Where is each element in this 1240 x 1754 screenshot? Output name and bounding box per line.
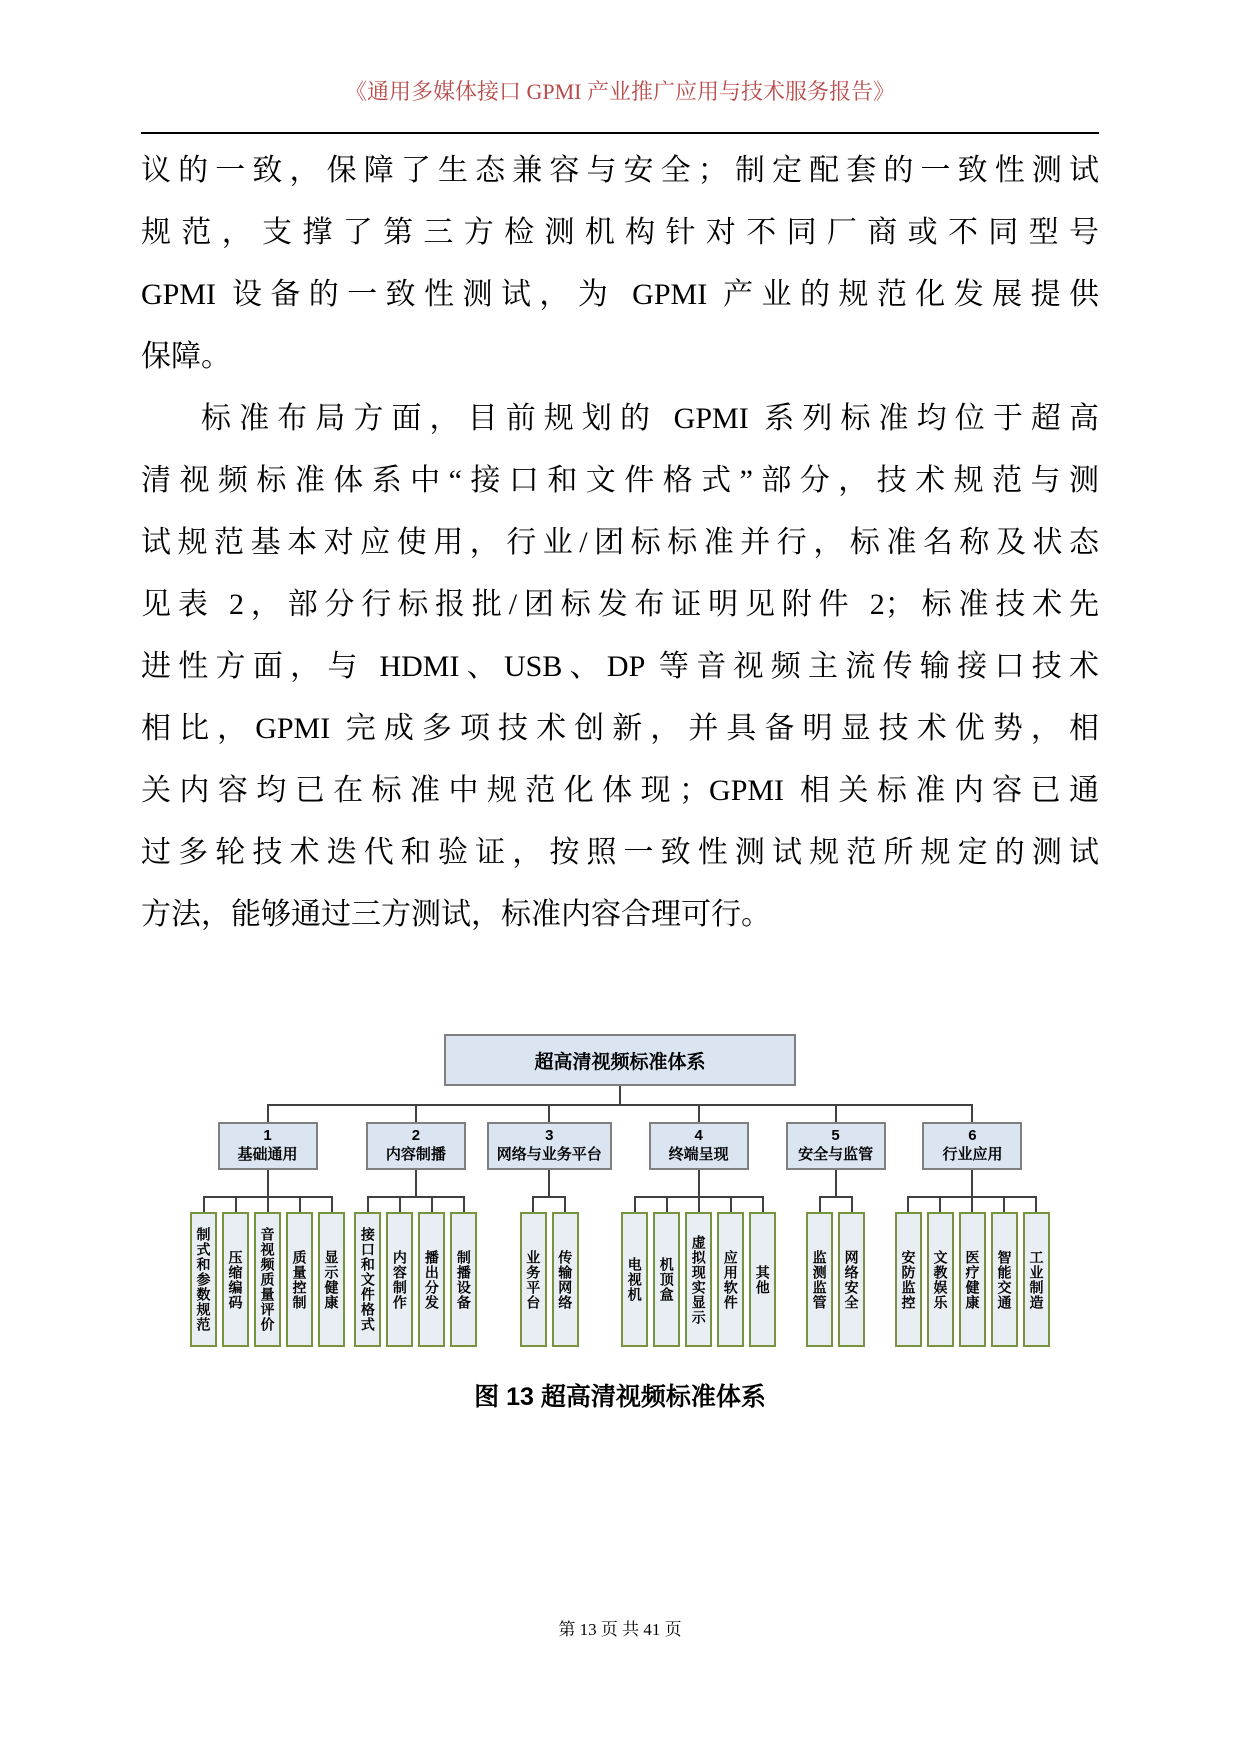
leaf-box: 播出分发 (418, 1212, 445, 1347)
leaf-area (806, 1196, 865, 1347)
figure-caption: 图 13 超高清视频标准体系 (474, 1383, 766, 1411)
connector-line (835, 1170, 837, 1196)
leaf-box: 内容制作 (386, 1212, 413, 1347)
connector-line (532, 1196, 534, 1212)
diagram-group-5 (786, 1104, 886, 1347)
leaf-box: 机顶盒 (653, 1212, 680, 1347)
category-number: 3 (545, 1127, 554, 1144)
leaf-box: 压缩编码 (222, 1212, 249, 1347)
leaf-row (621, 1196, 776, 1347)
leaf-cell (450, 1196, 477, 1347)
connector-line (431, 1196, 433, 1212)
connector-line (851, 1196, 853, 1212)
body-line: 方法，能够通过三方测试，标准内容合理可行。 (141, 898, 771, 931)
leaf-area (354, 1196, 477, 1347)
connector-line (971, 1196, 973, 1212)
leaf-box: 网络安全 (838, 1212, 865, 1347)
connector-line (399, 1196, 401, 1212)
diagram-group-6 (895, 1104, 1050, 1347)
leaf-cell (806, 1196, 833, 1347)
connector-line (1003, 1196, 1005, 1212)
leaf-cell (386, 1196, 413, 1347)
leaf-row (354, 1196, 477, 1347)
connector-line (819, 1196, 852, 1198)
leaf-cell (222, 1196, 249, 1347)
connector-line (548, 1170, 550, 1196)
connector-line (267, 1170, 269, 1196)
leaf-cell (286, 1196, 313, 1347)
leaf-box: 工业制造 (1023, 1212, 1050, 1347)
diagram-groups-row (190, 1104, 1050, 1347)
body-line: 关内容均已在标准中规范化体现；GPMI 相关标准内容已通 (141, 774, 1099, 807)
leaf-cell (717, 1196, 744, 1347)
leaf-cell (991, 1196, 1018, 1347)
category-box (218, 1122, 318, 1170)
leaf-row (190, 1196, 345, 1347)
connector-line (299, 1196, 301, 1212)
category-box (649, 1122, 749, 1170)
category-box (786, 1122, 886, 1170)
leaf-area (190, 1196, 345, 1347)
leaf-box: 电视机 (621, 1212, 648, 1347)
connector-line (415, 1170, 417, 1196)
leaf-cell (520, 1196, 547, 1347)
connector-line (939, 1196, 941, 1212)
leaf-box: 其他 (749, 1212, 776, 1347)
standard-system-diagram (190, 1034, 1050, 1347)
leaf-row (895, 1196, 1050, 1347)
connector-line (634, 1196, 763, 1198)
body-line: 进性方面，与 HDMI、USB、DP 等音视频主流传输接口技术 (141, 650, 1099, 683)
connector-line (203, 1196, 205, 1212)
leaf-cell (621, 1196, 648, 1347)
connector-line (698, 1196, 700, 1212)
connector-line (908, 1196, 1037, 1198)
body-line: 议的一致，保障了生态兼容与安全；制定配套的一致性测试 (141, 154, 1099, 187)
header-rule (141, 132, 1099, 134)
body-line: 清视频标准体系中“接口和文件格式”部分，技术规范与测 (141, 464, 1099, 497)
leaf-box: 文教娱乐 (927, 1212, 954, 1347)
leaf-cell (254, 1196, 281, 1347)
diagram-group-3 (487, 1104, 612, 1347)
connector-line (267, 1196, 269, 1212)
leaf-box: 医疗健康 (959, 1212, 986, 1347)
leaf-cell (354, 1196, 381, 1347)
connector-line (564, 1196, 566, 1212)
category-label: 网络与业务平台 (496, 1146, 602, 1163)
body-line: 试规范基本对应使用，行业/团标标准并行，标准名称及状态 (141, 526, 1099, 559)
leaf-box: 制式和参数规范 (190, 1212, 217, 1347)
body-line: 见表 2，部分行标报批/团标发布证明见附件 2；标准技术先 (141, 588, 1099, 621)
connector-line (331, 1196, 333, 1212)
connector-line (666, 1196, 668, 1212)
leaf-cell (749, 1196, 776, 1347)
leaf-area (520, 1196, 579, 1347)
category-box (487, 1122, 612, 1170)
category-number: 6 (968, 1127, 977, 1144)
connector-line (415, 1104, 417, 1122)
category-label: 基础通用 (237, 1146, 298, 1163)
leaf-row (520, 1196, 579, 1347)
leaf-box: 应用软件 (717, 1212, 744, 1347)
leaf-cell (418, 1196, 445, 1347)
connector-line (698, 1170, 700, 1196)
connector-line (971, 1104, 973, 1122)
category-number: 5 (831, 1127, 840, 1144)
connector-line (762, 1196, 764, 1212)
body-line: 保障。 (141, 340, 231, 373)
leaf-cell (927, 1196, 954, 1347)
connector-line (203, 1196, 332, 1198)
leaf-area (621, 1196, 776, 1347)
leaf-box: 安防监控 (895, 1212, 922, 1347)
category-label: 安全与监管 (798, 1146, 874, 1163)
leaf-cell (685, 1196, 712, 1347)
category-label: 终端呈现 (668, 1146, 729, 1163)
connector-line (267, 1104, 973, 1106)
category-box (922, 1122, 1022, 1170)
leaf-box: 音视频质量评价 (254, 1212, 281, 1347)
leaf-box: 显示健康 (318, 1212, 345, 1347)
diagram-root-box: 超高清视频标准体系 (444, 1034, 796, 1086)
connector-line (548, 1104, 550, 1122)
leaf-row (806, 1196, 865, 1347)
diagram-group-2 (354, 1104, 477, 1347)
leaf-box: 接口和文件格式 (354, 1212, 381, 1347)
diagram-group-1 (190, 1104, 345, 1347)
leaf-box: 质量控制 (286, 1212, 313, 1347)
body-line: 规范，支撑了第三方检测机构针对不同厂商或不同型号 (141, 216, 1099, 249)
connector-line (730, 1196, 732, 1212)
leaf-box: 智能交通 (991, 1212, 1018, 1347)
leaf-cell (959, 1196, 986, 1347)
diagram-group-4 (621, 1104, 776, 1347)
leaf-cell (895, 1196, 922, 1347)
connector-line (971, 1170, 973, 1196)
leaf-box: 监测监管 (806, 1212, 833, 1347)
body-text (0, 140, 1240, 946)
category-box (366, 1122, 466, 1170)
connector-line (619, 1086, 621, 1104)
category-number: 1 (263, 1127, 272, 1144)
connector-line (907, 1196, 909, 1212)
leaf-cell (838, 1196, 865, 1347)
leaf-area (895, 1196, 1050, 1347)
body-line: 标准布局方面，目前规划的 GPMI 系列标准均位于超高 (201, 402, 1099, 435)
connector-line (463, 1196, 465, 1212)
connector-line (634, 1196, 636, 1212)
leaf-box: 虚拟现实显示 (685, 1212, 712, 1347)
body-line: GPMI 设备的一致性测试，为 GPMI 产业的规范化发展提供 (141, 278, 1099, 311)
header-title: 《通用多媒体接口 GPMI 产业推广应用与技术服务报告》 (344, 79, 895, 104)
connector-line (367, 1196, 464, 1198)
connector-line (235, 1196, 237, 1212)
body-line: 相比，GPMI 完成多项技术创新，并具备明显技术优势，相 (141, 712, 1099, 745)
leaf-cell (653, 1196, 680, 1347)
connector-line (533, 1196, 566, 1198)
leaf-cell (318, 1196, 345, 1347)
connector-line (1035, 1196, 1037, 1212)
body-line: 过多轮技术迭代和验证，按照一致性测试规范所规定的测试 (141, 836, 1099, 869)
leaf-cell (1023, 1196, 1050, 1347)
connector-line (835, 1104, 837, 1122)
page-header (0, 0, 1240, 134)
leaf-box: 制播设备 (450, 1212, 477, 1347)
category-label: 内容制播 (385, 1146, 446, 1163)
category-number: 2 (411, 1127, 421, 1144)
connector-line (819, 1196, 821, 1212)
leaf-box: 业务平台 (520, 1212, 547, 1347)
page-footer: 第 13 页 共 41 页 (558, 1620, 682, 1639)
connector-line (267, 1104, 269, 1122)
leaf-cell (190, 1196, 217, 1347)
connector-line (367, 1196, 369, 1212)
category-number: 4 (694, 1127, 703, 1144)
leaf-cell (552, 1196, 579, 1347)
leaf-box: 传输网络 (552, 1212, 579, 1347)
category-label: 行业应用 (942, 1146, 1003, 1163)
connector-line (698, 1104, 700, 1122)
